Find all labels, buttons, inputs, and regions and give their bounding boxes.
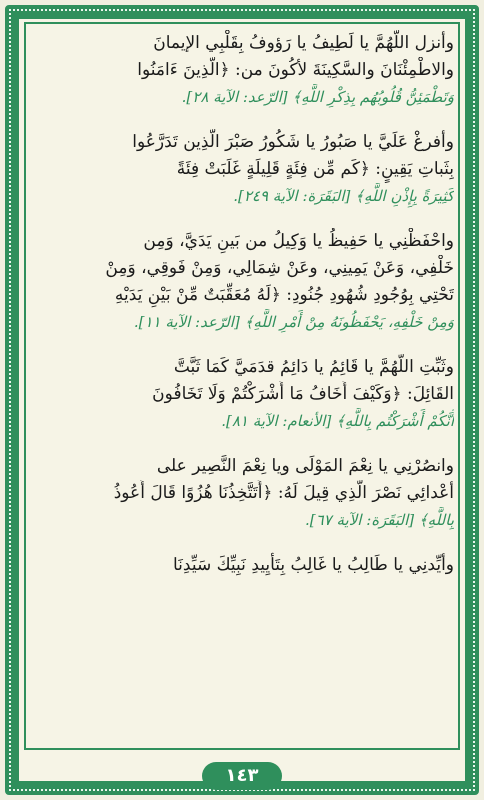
paragraph-6 <box>30 552 454 579</box>
verse-line: وَمِنْ خَلْفِهِ، يَحْفَظُونَهُ مِنْ أَمْرِ اللَّهِ﴾ [الرّعد: الآية ١١]. <box>133 313 454 331</box>
text-line: وأنزل اللَّهُمَّ يا لَطِيفُ يا رَؤوفُ بِقَلْبِي الإيمانَ <box>153 33 454 53</box>
verse-line: كَثِيرَةً بِإِذْنِ اللَّهِ﴾ [البَقَرَة: الآية ٢٤٩]. <box>233 187 454 205</box>
text-line: بِثَباتِ يَقِينٍ: ﴿كَم مِّن فِئَةٍ قَلِيلَةٍ غَلَبَتْ فِئَةً <box>176 159 454 179</box>
text-line: تَحْتِي بِوُجُودِ شُهُودِ جُنُودِ: ﴿لَهُ مُعَقِّبَتٌ مِّنْ بَيْنِ يَدَيْهِ <box>114 285 454 305</box>
page-number: ١٤٣ <box>202 762 282 790</box>
text-line: القَائِلَ: ﴿وَكَيْفَ أَخَافُ مَا أَشْرَكْتُمْ وَلَا تَخَافُونَ <box>152 384 454 404</box>
text-line: وانصُرْنِي يا نِعْمَ المَوْلَى ويا نِعْمَ النَّصِير على <box>156 456 454 476</box>
paragraph-5 <box>30 453 454 534</box>
page-text <box>30 30 454 597</box>
verse-line: بِاللَّهِ﴾ [البَقَرَة: الآية ٦٧]. <box>305 511 454 529</box>
verse-line: وَتَطْمَئِنُّ قُلُوبُهُم بِذِكْرِ اللَّهِ﴾ [الرّعد: الآية ٢٨]. <box>181 88 454 106</box>
text-line: واحْفَظْنِي يا حَفِيظُ يا وَكِيلُ من بَينِ يَدَيَّ، وَمِن <box>143 231 454 251</box>
text-line: والاطْمِئْنَانَ والسَّكِينَةَ لأكُونَ من: ﴿الَّذِينَ ءَامَنُوا <box>137 60 454 80</box>
paragraph-2 <box>30 129 454 210</box>
text-line: أعْدائِي نَصْرَ الَّذِي قِيلَ لَهُ: ﴿أَتَتَّخِذُنَا هُزُوًا قَالَ أَعُوذُ <box>113 483 454 503</box>
paragraph-4 <box>30 354 454 435</box>
text-line: وثَبِّتِ اللَّهُمَّ يا قَائِمُ يا دَائِمُ قدَمَيَّ كَمَا ثَبَّتَّ <box>173 357 454 377</box>
text-line: وأفرغْ عَلَيَّ يا صَبُورُ يا شَكُورُ صَبْرَ الَّذِين تَدَرَّعُوا <box>132 132 454 152</box>
verse-line: أَنَّكُمْ أَشْرَكْتُم بِاللَّهِ﴾ [الأنعام: الآية ٨١]. <box>221 412 454 430</box>
text-line: خَلْفِي، وَعَنْ يَمِينِي، وعَنْ شِمَالِي، وَمِنْ فَوقِي، وَمِنْ <box>105 258 454 278</box>
paragraph-1 <box>30 30 454 111</box>
paragraph-3 <box>30 228 454 336</box>
text-line: وأيِّدنِي يا طَالِبُ يا غَالِبُ بِتَأْيِيدِ نَبِيِّكَ سَيِّدِنَا <box>172 555 454 575</box>
